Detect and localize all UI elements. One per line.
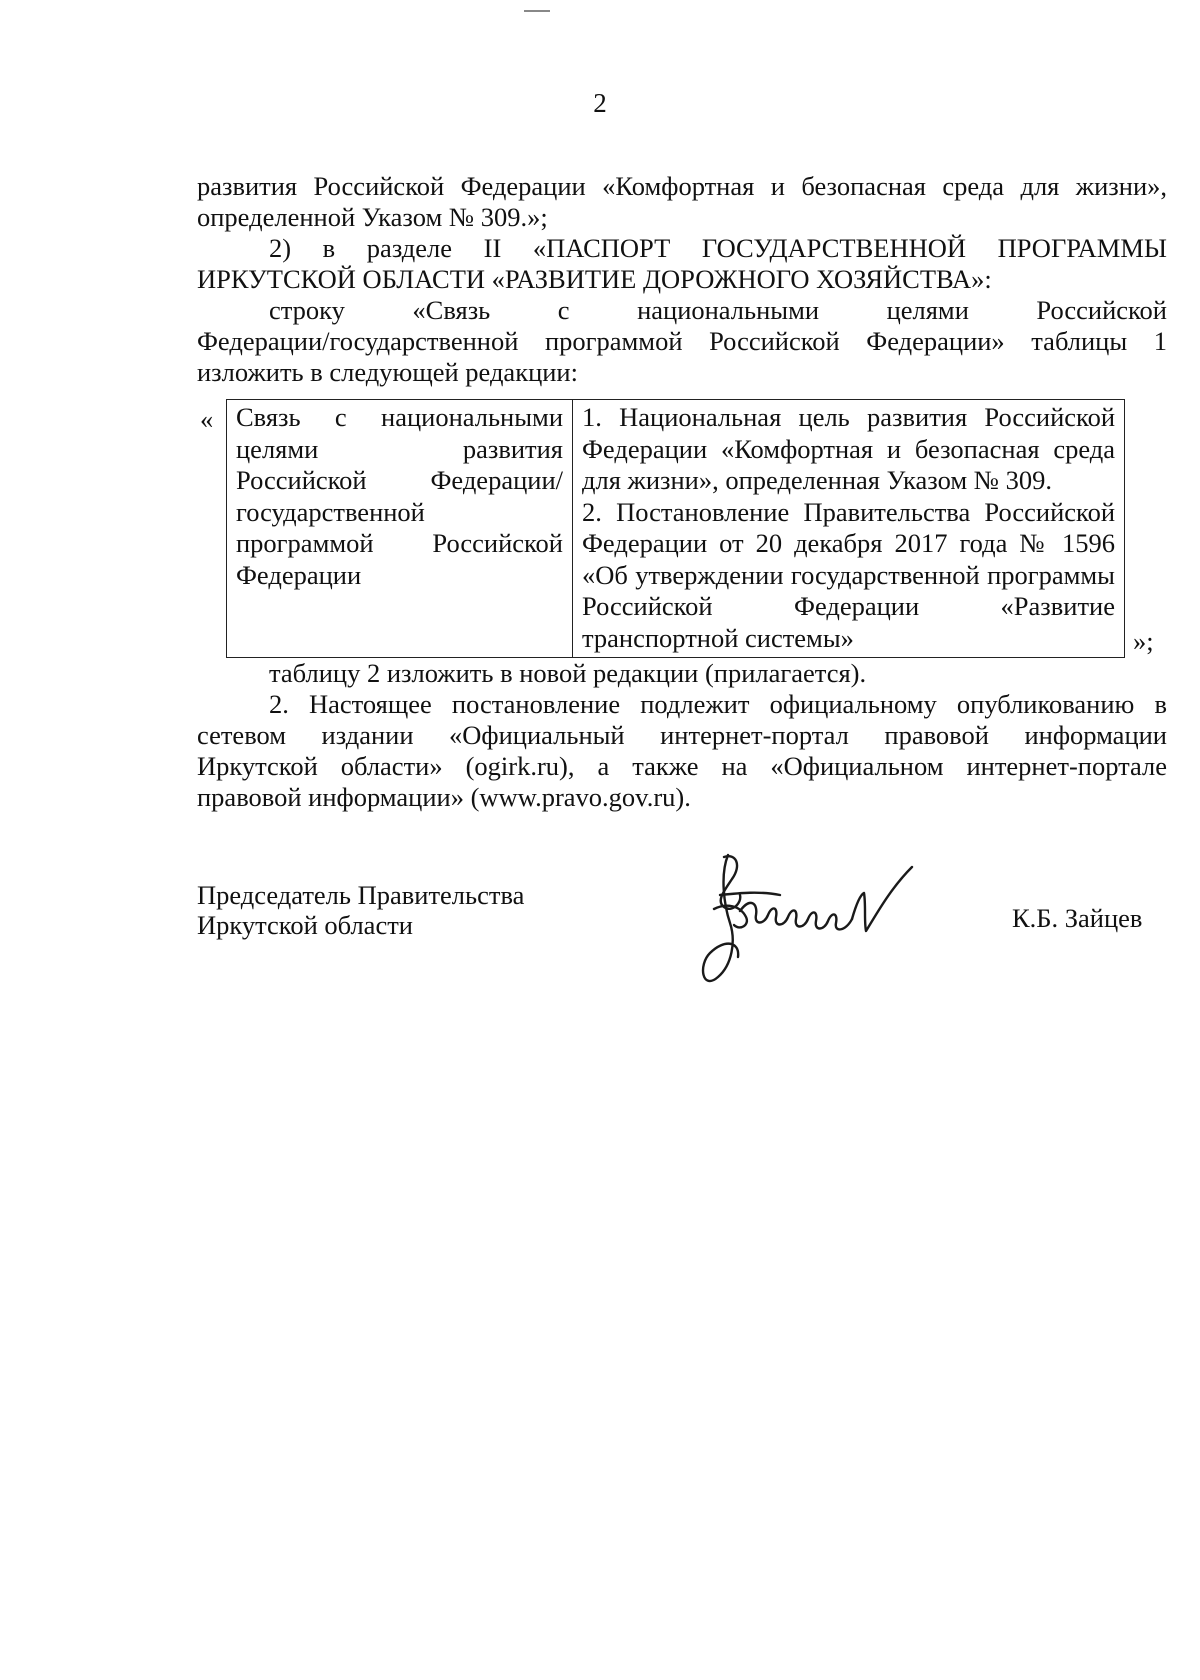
text-line: изложить в следующей редакции: — [197, 357, 578, 387]
text-line: ИРКУТСКОЙ ОБЛАСТИ «РАЗВИТИЕ ДОРОЖНОГО ХОЗЯЙСТВА»: — [197, 264, 992, 294]
cell-line: государственной — [236, 496, 425, 527]
body-text-top — [197, 171, 1167, 388]
body-text-bottom — [197, 658, 1167, 813]
cell-line: Российской Федерации/ — [236, 465, 563, 495]
cell-line: Федерации — [236, 559, 362, 590]
signatory-title-line: Председатель Правительства — [197, 880, 525, 910]
scan-artifact — [524, 10, 550, 12]
cell-line: Российской Федерации «Развитие — [582, 591, 1115, 621]
text-line: 2. Настоящее постановление подлежит официальному опубликованию в — [269, 689, 1167, 719]
cell-line: Федерации «Комфортная и безопасная среда — [582, 433, 1115, 464]
signatory-name: К.Б. Зайцев — [1012, 903, 1143, 933]
text-line: таблицу 2 изложить в новой редакции (прилагается). — [269, 658, 867, 688]
text-line: Федерации/государственной программой Российской Федерации» таблицы 1 — [197, 326, 1167, 356]
handwritten-signature — [680, 845, 940, 1005]
table-cell-value — [573, 400, 1125, 658]
cell-line: 1. Национальная цель развития Российской — [582, 402, 1115, 432]
cell-line: 2. Постановление Правительства Российской — [582, 496, 1115, 527]
page-number: 2 — [593, 88, 607, 118]
table-close-quote: »; — [1133, 626, 1154, 656]
cell-line: транспортной системы» — [582, 622, 854, 653]
text-line: развития Российской Федерации «Комфортная и безопасная среда для жизни», — [197, 171, 1167, 201]
signatory-title — [197, 880, 524, 940]
text-line: сетевом издании «Официальный интернет-портал правовой информации — [197, 720, 1167, 750]
text-line: определенной Указом № 309.»; — [197, 202, 548, 232]
cell-line: «Об утверждении государственной программы — [582, 559, 1115, 590]
cell-line: программой Российской — [236, 528, 563, 558]
text-line: 2) в разделе II «ПАСПОРТ ГОСУДАРСТВЕННОЙ ПРОГРАММЫ — [269, 233, 1167, 263]
cell-line: Федерации от 20 декабря 2017 года № 1596 — [582, 528, 1115, 558]
table-cell-label — [227, 400, 573, 658]
cell-line: целями развития — [236, 433, 563, 464]
table-open-quote: « — [200, 404, 214, 434]
text-line: Иркутской области» (ogirk.ru), а также на «Официальном интернет-портале — [197, 751, 1167, 781]
national-goals-table — [226, 399, 1125, 658]
text-line: строку «Связь с национальными целями Российской — [269, 295, 1167, 325]
cell-line: для жизни», определенная Указом № 309. — [582, 465, 1053, 495]
table-row — [227, 400, 1125, 658]
text-line: правовой информации» (www.pravo.gov.ru). — [197, 782, 691, 812]
cell-line: Связь с национальными — [236, 402, 563, 432]
signatory-title-line: Иркутской области — [197, 910, 413, 940]
